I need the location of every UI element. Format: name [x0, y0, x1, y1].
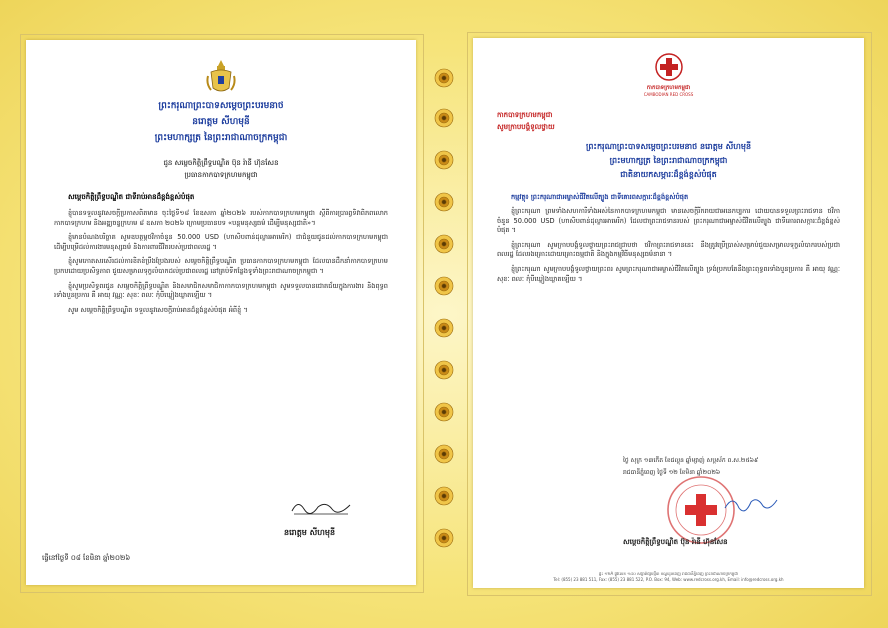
header-line-3: ជាតិនាយកសម្ភារៈដ៏ខ្ពង់ខ្ពស់បំផុត [620, 170, 717, 179]
signer-name: នរោត្តម សីហមុនី [284, 528, 336, 537]
royal-coat-of-arms-icon [206, 58, 236, 96]
footer-address: ផ្ទះ ១២A ផ្លូវលេខ ១៤០ សង្កាត់ផ្សារថ្មី៣ ខណ្ឌដូនពេញ រាជធានីភ្នំពេញ ព្រះរាជាណាចក្រកម្ពុជា [598, 571, 739, 576]
org-name: កាកបាទក្រហមកម្ពុជា [646, 85, 691, 91]
king-name: នរោត្តម សីហមុនី [192, 117, 250, 127]
subject-line: កម្មវត្ថុ៖ ព្រះករុណាជាអម្ចាស់ជីវិតលើត្បូង ជាទីគោរពសក្ការៈដ៏ខ្ពង់ខ្ពស់បំផុត [511, 193, 689, 201]
footer-contact: Tel: (855) 23 881 511, Fax: (855) 23 881 522, P.O. Box: 94, Web: www.redcross.org.kh, Email: info@redcross.org.kh [553, 576, 784, 582]
header-line-2: ព្រះមហាក្សត្រ នៃព្រះរាជាណាចក្រកម្ពុជា [609, 156, 728, 165]
letter-date: រាជធានីភ្នំពេញ ថ្ងៃទី ១២ ខែមិនា ឆ្នាំ២០២៦ [623, 469, 721, 476]
header-line: ព្រះករុណាព្រះបាទសម្តេចព្រះបរមនាថ [158, 101, 284, 111]
paragraph: ខ្ញុំបានទទួលនូវសេចក្តីប្រកាសពិតមាន ចុះថ្ងៃទី១៨ ខែឧសភា ឆ្នាំ២០២៦ របស់កាកបាទក្រហមកម្ពុជា ស្តីពីការប្រារព្ធទិវាពិភពលោកកាកបាទក្រហម និងអឌ្ឍចន្ទក្រហម ៨ ឧសភា ២០២៦ ក្រោមប្រធានបទ «បន្តមនុស្សធម៌ ដើម្បីមនុស្សជាតិ»។ [54, 209, 388, 227]
royal-letter [26, 40, 416, 585]
thanks-line: សូមក្រាបបង្គំទូលថ្វាយ [497, 123, 555, 131]
king-title: ព្រះមហាក្សត្រ នៃព្រះរាជាណាចក្រកម្ពុជា [154, 133, 288, 143]
signature-mark [721, 492, 781, 516]
closing: សូម សម្តេចកិត្តិព្រឹទ្ធបណ្ឌិត ទទួលនូវសេចក្តីរាប់អានដ៏ខ្ពង់ខ្ពស់បំផុត អំពីខ្ញុំ ។ [68, 305, 248, 314]
to-line: ជូន សម្តេចកិត្តិព្រឹទ្ធបណ្ឌិត ប៊ុន រ៉ានី ហ៊ុនសែន [163, 159, 279, 167]
signer-name: សម្តេចកិត្តិព្រឹទ្ធបណ្ឌិត ប៊ុន រ៉ានី ហ៊ុនសែន [623, 538, 728, 546]
letter-body [497, 207, 840, 284]
lunar-date: ថ្ងៃ សុក្រ ១៣កើត ខែផល្គុន ឆ្នាំម្សាញ់ សប្តស័ក ព.ស.២៥៦៩ [623, 457, 759, 464]
red-cross-logo-icon [654, 52, 684, 82]
red-cross-letter [473, 38, 864, 588]
to-role: ប្រធានកាកបាទក្រហមកម្ពុជា [184, 171, 258, 179]
paragraph: ខ្ញុំសូមប្រសិទ្ធពរជូន សម្តេចកិត្តិព្រឹទ្ធបណ្ឌិត និងសមាជិកសមាជិកាកាកបាទក្រហមកម្ពុជា សូមទទួលបានជោគជ័យក្នុងការងារ និងពុទ្ធពរទាំងបួនប្រការ គឺ អាយុ វណ្ណៈ សុខៈ ពលៈ កុំបីឃ្លៀងឃ្លាតឡើយ ។ [54, 281, 388, 300]
lotus-ornament-icon [435, 69, 453, 547]
letter-body [54, 209, 388, 315]
ornament-column [426, 0, 462, 628]
paragraph: ខ្ញុំព្រះករុណា ព្រមទាំងសហការីទាំងអស់នៃកាកបាទក្រហមកម្ពុជា មានសេចក្តីរីករាយជាអនេកប្បការ ដោយបានទទួលព្រះរាជទាន ថវិកាចំនួន 50.000 USD (ហាសិបពាន់ដុល្លារអាមេរិក) ដែលជាព្រះរាជទានរបស់ ព្រះករុណាជាអម្ចាស់ជីវិតលើត្បូង ជាទីគោរពសក្ការៈដ៏ខ្ពង់ខ្ពស់បំផុត ។ [497, 207, 840, 235]
paragraph: ខ្ញុំព្រះករុណា សូមក្រាបបង្គំទូលថ្វាយព្រះរាជជ្រាបថា ថវិកាព្រះរាជទាននេះ នឹងត្រូវប្រើប្រាស់សម្រាប់ជួយសម្រាលទុក្ខលំបាករបស់ប្រជាពលរដ្ឋ ដែលរងគ្រោះដោយគ្រោះធម្មជាតិ និងក្នុងកម្មវិធីមនុស្សធម៌នានា ។ [497, 240, 840, 259]
paragraph: ខ្ញុំសូមកោតសរសើរដល់ការខិតខំប្រឹងប្រែងរបស់ សម្តេចកិត្តិព្រឹទ្ធបណ្ឌិត ប្រធានកាកបាទក្រហមកម្ពុជា ដែលបានដឹកនាំកាកបាទក្រហមប្រកបដោយប្រសិទ្ធភាព ជួយសម្រាលទុក្ខលំបាកដល់ប្រជាពលរដ្ឋ នៅគ្រប់ទីកន្លែងទូទាំងព្រះរាជាណាចក្រកម្ពុជា ។ [54, 257, 388, 275]
subject-line: សម្តេចកិត្តិព្រឹទ្ធបណ្ឌិត ជាទីរាប់អានដ៏ខ្ពង់ខ្ពស់បំផុត [68, 193, 195, 201]
signature-mark [288, 495, 358, 517]
org-name-left: កាកបាទក្រហមកម្ពុជា [497, 111, 553, 119]
org-subtitle: CAMBODIAN RED CROSS [643, 92, 694, 97]
paragraph: ខ្ញុំព្រះករុណា សូមក្រាបបង្គំទូលថ្វាយព្រះពរ សូមព្រះករុណាជាអម្ចាស់ជីវិតលើត្បូង ទ្រង់ប្រកបតែនឹងព្រះពុទ្ធពរទាំងបួនប្រការ គឺ អាយុ វណ្ណៈ សុខៈ ពលៈ កុំបីឃ្លៀងឃ្លាតឡើយ ។ [497, 264, 840, 283]
header-line-1: ព្រះករុណាព្រះបាទសម្តេចព្រះបរមនាថ នរោត្តម សីហមុនី [585, 142, 752, 151]
letter-date: ធ្វើនៅថ្ងៃទី ០៨ ខែមិនា ឆ្នាំ២០២៦ [42, 554, 131, 562]
paragraph: ខ្ញុំមានបំណងបរិច្ចាគ សូមឧបត្ថម្ភថវិកាចំនួន 50.000 USD (ហាសិបពាន់ដុល្លារអាមេរិក) ជាជំនួយជូនដល់កាកបាទក្រហមកម្ពុជា ដើម្បីបម្រើដល់ការងារមនុស្សធម៌ និងការពារជីវិតរបស់ប្រជាពលរដ្ឋ ។ [54, 233, 388, 251]
letter-footer [473, 571, 864, 582]
